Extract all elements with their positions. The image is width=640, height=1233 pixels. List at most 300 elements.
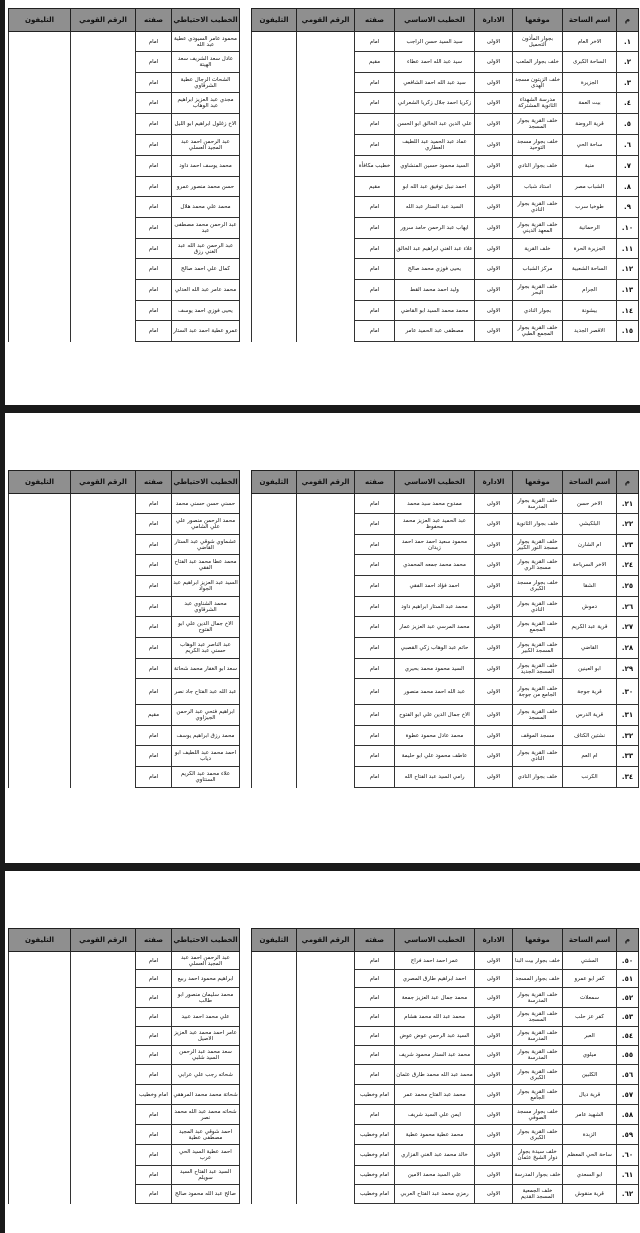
cell-phone2 bbox=[9, 555, 71, 576]
cell-mobile2 bbox=[71, 156, 136, 177]
cell-num: ٥٩. bbox=[617, 1125, 639, 1145]
cell-backup-preacher: محمد الشناوي عبد الشرقاوي bbox=[172, 597, 240, 617]
header-phone2: التليفون bbox=[9, 9, 71, 32]
cell-capacity: امام bbox=[355, 1105, 395, 1125]
cell-backup-preacher: عبد الله عبد الفتاح جاد نصر bbox=[172, 679, 240, 705]
cell-mobile2 bbox=[71, 514, 136, 535]
cell-phone2 bbox=[9, 1085, 71, 1105]
cell-location: الاقصر الجديد bbox=[563, 321, 617, 342]
cell-backup-preacher: ابراهيم فتحي عبد الرحمن الجيزاوي bbox=[172, 705, 240, 726]
cell-phone bbox=[252, 114, 297, 135]
cell-capacity: امام bbox=[355, 218, 395, 239]
cell-main-preacher: محمد عطية محمود عطية bbox=[395, 1125, 475, 1145]
cell-admin: الاولى bbox=[475, 970, 513, 988]
cell-mobile bbox=[297, 156, 355, 177]
cell-main-preacher: محمد محمد السيد ابو القاضي bbox=[395, 301, 475, 321]
table-row bbox=[9, 239, 639, 259]
header-mobile2: الرقم القومي bbox=[71, 9, 136, 32]
cell-admin: الاولى bbox=[475, 535, 513, 555]
cell-phone bbox=[252, 73, 297, 93]
cell-phone bbox=[252, 767, 297, 788]
cell-capacity: امام وخطيب bbox=[355, 1125, 395, 1145]
cell-capacity2: امام bbox=[136, 1065, 172, 1085]
cell-main-preacher: زكريا احمد جلال زكريا الشعراني bbox=[395, 93, 475, 114]
cell-mobile2 bbox=[71, 52, 136, 73]
cell-phone bbox=[252, 32, 297, 52]
cell-main-preacher: السيد محمود محمد بحيري bbox=[395, 659, 475, 679]
cell-mobile2 bbox=[71, 1185, 136, 1204]
page-3 bbox=[0, 871, 640, 1233]
column-gap bbox=[240, 321, 252, 342]
header-row bbox=[9, 929, 639, 952]
cell-capacity2: امام وخطيب bbox=[136, 1085, 172, 1105]
table-row bbox=[9, 1085, 639, 1105]
cell-num: ٣١. bbox=[617, 705, 639, 726]
table-row bbox=[9, 1046, 639, 1065]
cell-num: ٣٢. bbox=[617, 726, 639, 746]
cell-location: قرية الروضة bbox=[563, 114, 617, 135]
cell-capacity2: امام bbox=[136, 659, 172, 679]
cell-capacity: امام bbox=[355, 576, 395, 597]
cell-district: خلف بجوار مسجد الكبرى bbox=[513, 576, 563, 597]
cell-phone2 bbox=[9, 679, 71, 705]
cell-capacity: امام bbox=[355, 746, 395, 767]
table-row bbox=[9, 177, 639, 197]
column-gap bbox=[240, 177, 252, 197]
cell-district: بجوار النادي bbox=[513, 301, 563, 321]
cell-mobile bbox=[297, 726, 355, 746]
cell-backup-preacher: السيد عبد العزيز ابراهيم عبد الجواد bbox=[172, 576, 240, 597]
cell-mobile2 bbox=[71, 679, 136, 705]
cell-location: ام العم bbox=[563, 746, 617, 767]
cell-capacity2: امام bbox=[136, 617, 172, 638]
cell-main-preacher: محمد عادل محمود عطوة bbox=[395, 726, 475, 746]
cell-backup-preacher: محمد رزق ابراهيم يوسف bbox=[172, 726, 240, 746]
cell-district: خلف القرية bbox=[513, 239, 563, 259]
cell-num: ٢. bbox=[617, 52, 639, 73]
header-phone: التليفون bbox=[252, 9, 297, 32]
cell-mobile2 bbox=[71, 239, 136, 259]
cell-capacity2: مقيم bbox=[136, 705, 172, 726]
column-gap bbox=[240, 259, 252, 280]
cell-district: خلف القرية بجوار النادي bbox=[513, 746, 563, 767]
cell-capacity: امام bbox=[355, 705, 395, 726]
column-gap bbox=[240, 638, 252, 659]
cell-admin: الاولى bbox=[475, 1046, 513, 1065]
cell-mobile2 bbox=[71, 1145, 136, 1166]
cell-phone2 bbox=[9, 52, 71, 73]
cell-district: مسجد الموقف bbox=[513, 726, 563, 746]
column-gap bbox=[240, 239, 252, 259]
cell-capacity: امام bbox=[355, 259, 395, 280]
cell-phone2 bbox=[9, 1166, 71, 1185]
cell-mobile bbox=[297, 177, 355, 197]
cell-mobile bbox=[297, 73, 355, 93]
cell-phone2 bbox=[9, 321, 71, 342]
cell-mobile bbox=[297, 988, 355, 1008]
column-gap bbox=[240, 73, 252, 93]
cell-mobile bbox=[297, 705, 355, 726]
cell-capacity: امام bbox=[355, 32, 395, 52]
cell-mobile2 bbox=[71, 197, 136, 218]
column-gap bbox=[240, 1065, 252, 1085]
cell-main-preacher: خالد محمد عبد الغني الفزاري bbox=[395, 1145, 475, 1166]
column-gap bbox=[240, 746, 252, 767]
cell-admin: الاولى bbox=[475, 514, 513, 535]
cell-capacity2: امام bbox=[136, 514, 172, 535]
cell-mobile2 bbox=[71, 218, 136, 239]
cell-num: ٢٢. bbox=[617, 514, 639, 535]
cell-admin: الاولى bbox=[475, 767, 513, 788]
cell-mobile2 bbox=[71, 535, 136, 555]
cell-district: خلف القرية بجوار المجمع الطبي bbox=[513, 321, 563, 342]
cell-mobile2 bbox=[71, 576, 136, 597]
table-row bbox=[9, 156, 639, 177]
cell-location: القاضي bbox=[563, 638, 617, 659]
cell-backup-preacher: عبد الناصر عبد الوهاب حسني عبد الكريم bbox=[172, 638, 240, 659]
cell-phone bbox=[252, 1027, 297, 1046]
table-row bbox=[9, 93, 639, 114]
cell-mobile bbox=[297, 301, 355, 321]
cell-location: البلكيشي bbox=[563, 514, 617, 535]
cell-capacity2: امام bbox=[136, 218, 172, 239]
cell-capacity: امام bbox=[355, 514, 395, 535]
table-row bbox=[9, 321, 639, 342]
table-row bbox=[9, 726, 639, 746]
cell-num: ٥٥. bbox=[617, 1046, 639, 1065]
cell-main-preacher: محمد عبد الله محمد هشام bbox=[395, 1008, 475, 1027]
table-row bbox=[9, 494, 639, 514]
cell-capacity2: امام bbox=[136, 239, 172, 259]
cell-phone2 bbox=[9, 659, 71, 679]
cell-phone bbox=[252, 988, 297, 1008]
cell-capacity2: امام bbox=[136, 679, 172, 705]
header-admin: الادارة bbox=[475, 929, 513, 952]
cell-location: الساحة الكبرى bbox=[563, 52, 617, 73]
cell-main-preacher: عماد عبد الحميد عبد اللطيف العطاري bbox=[395, 135, 475, 156]
cell-capacity2: امام bbox=[136, 576, 172, 597]
table-row bbox=[9, 988, 639, 1008]
column-gap bbox=[240, 197, 252, 218]
cell-backup-preacher: شحاتة محمد محمد المرهقي bbox=[172, 1085, 240, 1105]
cell-backup-preacher: السيد عبد الفتاح السيد سويلم bbox=[172, 1166, 240, 1185]
cell-admin: الاولى bbox=[475, 679, 513, 705]
cell-phone bbox=[252, 514, 297, 535]
cell-phone bbox=[252, 1105, 297, 1125]
cell-capacity: امام bbox=[355, 1065, 395, 1085]
cell-num: ٣٣. bbox=[617, 746, 639, 767]
table-row bbox=[9, 1125, 639, 1145]
cell-main-preacher: حاتم عبد الوهاب زكي القصبي bbox=[395, 638, 475, 659]
cell-location: الشباب مصر bbox=[563, 177, 617, 197]
cell-num: ٢٧. bbox=[617, 617, 639, 638]
cell-capacity2: امام bbox=[136, 32, 172, 52]
column-gap bbox=[240, 617, 252, 638]
cell-location: الكلبين bbox=[563, 1065, 617, 1085]
cell-num: ٦٠. bbox=[617, 1145, 639, 1166]
cell-backup-preacher: عبد الرحمن احمد عبد المجيد العسلي bbox=[172, 135, 240, 156]
cell-admin: الاولى bbox=[475, 73, 513, 93]
table-row bbox=[9, 1008, 639, 1027]
cell-phone bbox=[252, 726, 297, 746]
header-capacity: صفته bbox=[355, 471, 395, 494]
cell-num: ١٥. bbox=[617, 321, 639, 342]
cell-backup-preacher: الاخ جمال الدين علي ابو الفتوح bbox=[172, 617, 240, 638]
header-mobile: الرقم القومي bbox=[297, 9, 355, 32]
cell-admin: الاولى bbox=[475, 280, 513, 301]
cell-backup-preacher: عبد الرحمن احمد عبد المجيد العسلي bbox=[172, 952, 240, 970]
cell-capacity2: امام bbox=[136, 114, 172, 135]
column-gap bbox=[240, 1008, 252, 1027]
cell-location: طوخيا سرب bbox=[563, 197, 617, 218]
page-2 bbox=[0, 413, 640, 863]
cell-backup-preacher: الشحات الرجال عطية الشرقاوي bbox=[172, 73, 240, 93]
table-row bbox=[9, 114, 639, 135]
cell-phone2 bbox=[9, 767, 71, 788]
cell-capacity2: امام bbox=[136, 494, 172, 514]
header-backup-preacher: الخطيب الاحتياطي bbox=[172, 9, 240, 32]
cell-mobile bbox=[297, 218, 355, 239]
cell-num: ١. bbox=[617, 32, 639, 52]
cell-capacity2: امام bbox=[136, 177, 172, 197]
cell-location: الجزيرة الحرة bbox=[563, 239, 617, 259]
column-gap bbox=[240, 1145, 252, 1166]
page-separator bbox=[0, 863, 640, 871]
cell-main-preacher: الاخ جمال الدين علي ابو الفتوح bbox=[395, 705, 475, 726]
cell-admin: الاولى bbox=[475, 156, 513, 177]
table-row bbox=[9, 259, 639, 280]
table-row bbox=[9, 514, 639, 535]
cell-backup-preacher: محمد سليمان منصور ابو طالب bbox=[172, 988, 240, 1008]
cell-location: قرية جوجة bbox=[563, 679, 617, 705]
cell-admin: الاولى bbox=[475, 705, 513, 726]
column-gap bbox=[240, 1085, 252, 1105]
cell-capacity2: امام bbox=[136, 1145, 172, 1166]
cell-location: قرية عبد الكريم bbox=[563, 617, 617, 638]
cell-main-preacher: احمد ابراهيم طارق المصري bbox=[395, 970, 475, 988]
cell-district: خلف القرية بجوار النادي bbox=[513, 197, 563, 218]
cell-backup-preacher: شحاته رجب علي عرابي bbox=[172, 1065, 240, 1085]
cell-num: ٥٤. bbox=[617, 1027, 639, 1046]
cell-phone bbox=[252, 1145, 297, 1166]
column-gap bbox=[240, 218, 252, 239]
table-row bbox=[9, 1145, 639, 1166]
header-num: م bbox=[617, 9, 639, 32]
table-row bbox=[9, 638, 639, 659]
header-row bbox=[9, 9, 639, 32]
cell-mobile2 bbox=[71, 617, 136, 638]
header-mobile: الرقم القومي bbox=[297, 471, 355, 494]
cell-admin: الاولى bbox=[475, 1065, 513, 1085]
cell-capacity: امام bbox=[355, 1027, 395, 1046]
cell-district: خلف القرية بجوار مسجد النور الكبير bbox=[513, 535, 563, 555]
cell-main-preacher: محمد محمد جمعه المحمدي bbox=[395, 555, 475, 576]
cell-backup-preacher: مجدي عبد العزيز ابراهيم عبد الوهاب bbox=[172, 93, 240, 114]
cell-backup-preacher: حسن محمد منصور عمرو bbox=[172, 177, 240, 197]
cell-mobile bbox=[297, 1185, 355, 1204]
cell-capacity2: امام bbox=[136, 952, 172, 970]
cell-district: خلف بجوار المدرسة bbox=[513, 1166, 563, 1185]
column-gap bbox=[240, 32, 252, 52]
cell-capacity: امام bbox=[355, 73, 395, 93]
column-gap bbox=[240, 970, 252, 988]
cell-capacity: امام وخطيب bbox=[355, 1085, 395, 1105]
cell-num: ٢١. bbox=[617, 494, 639, 514]
column-gap bbox=[240, 135, 252, 156]
column-gap bbox=[240, 929, 252, 952]
cell-phone bbox=[252, 259, 297, 280]
table-row bbox=[9, 1185, 639, 1204]
column-gap bbox=[240, 9, 252, 32]
header-backup-preacher: الخطيب الاحتياطي bbox=[172, 471, 240, 494]
cell-phone2 bbox=[9, 32, 71, 52]
cell-capacity2: امام bbox=[136, 767, 172, 788]
cell-num: ٢٩. bbox=[617, 659, 639, 679]
cell-mobile2 bbox=[71, 114, 136, 135]
cell-capacity: امام bbox=[355, 617, 395, 638]
cell-main-preacher: محمد عبد الفتاح محمد عمر bbox=[395, 1085, 475, 1105]
cell-district: خلف سيدة بجوار دوار الشيخ عثمان bbox=[513, 1145, 563, 1166]
header-district: موقعها bbox=[513, 9, 563, 32]
cell-mobile bbox=[297, 1166, 355, 1185]
cell-location: قرية ديال bbox=[563, 1085, 617, 1105]
header-num: م bbox=[617, 929, 639, 952]
cell-main-preacher: السيد عبد الرحمن عوض عوض bbox=[395, 1027, 475, 1046]
cell-district: خلف بجوار الثانوية bbox=[513, 514, 563, 535]
cell-mobile bbox=[297, 1145, 355, 1166]
cell-phone2 bbox=[9, 197, 71, 218]
cell-main-preacher: محمد عبد الله محمد طارق عثمان bbox=[395, 1065, 475, 1085]
cell-main-preacher: ممدوح محمد سيد محمد bbox=[395, 494, 475, 514]
schedule-table-3 bbox=[8, 928, 639, 1204]
cell-mobile2 bbox=[71, 73, 136, 93]
column-gap bbox=[240, 555, 252, 576]
cell-num: ٣٠. bbox=[617, 679, 639, 705]
cell-phone bbox=[252, 177, 297, 197]
cell-num: ٦١. bbox=[617, 1166, 639, 1185]
cell-capacity2: امام bbox=[136, 726, 172, 746]
cell-capacity2: امام bbox=[136, 535, 172, 555]
cell-mobile bbox=[297, 746, 355, 767]
cell-phone2 bbox=[9, 970, 71, 988]
cell-phone2 bbox=[9, 1046, 71, 1065]
cell-mobile2 bbox=[71, 970, 136, 988]
cell-mobile bbox=[297, 638, 355, 659]
cell-district: خلف بجوار النادي bbox=[513, 156, 563, 177]
cell-admin: الاولى bbox=[475, 576, 513, 597]
cell-phone bbox=[252, 576, 297, 597]
cell-district: خلف القرية بجوار المسجد bbox=[513, 1008, 563, 1027]
cell-backup-preacher: محمد يوسف احمد داود bbox=[172, 156, 240, 177]
cell-admin: الاولى bbox=[475, 93, 513, 114]
cell-capacity2: امام bbox=[136, 93, 172, 114]
cell-admin: الاولى bbox=[475, 1105, 513, 1125]
cell-backup-preacher: محمد علي محمد هلال bbox=[172, 197, 240, 218]
cell-mobile2 bbox=[71, 1125, 136, 1145]
column-gap bbox=[240, 952, 252, 970]
column-gap bbox=[240, 1125, 252, 1145]
cell-admin: الاولى bbox=[475, 597, 513, 617]
column-gap bbox=[240, 726, 252, 746]
cell-num: ٦. bbox=[617, 135, 639, 156]
header-row bbox=[9, 471, 639, 494]
cell-main-preacher: محمد عبد الستار محمود شريف bbox=[395, 1046, 475, 1065]
schedule-table-1 bbox=[8, 8, 639, 342]
cell-phone2 bbox=[9, 576, 71, 597]
cell-mobile2 bbox=[71, 988, 136, 1008]
cell-admin: الاولى bbox=[475, 1125, 513, 1145]
cell-mobile2 bbox=[71, 1085, 136, 1105]
cell-backup-preacher: علاء محمد عبد الكريم السنتاوي bbox=[172, 767, 240, 788]
cell-mobile bbox=[297, 280, 355, 301]
cell-phone bbox=[252, 52, 297, 73]
cell-phone2 bbox=[9, 1185, 71, 1204]
cell-backup-preacher: ابراهيم محمود احمد ربيع bbox=[172, 970, 240, 988]
cell-mobile bbox=[297, 239, 355, 259]
column-gap bbox=[240, 114, 252, 135]
cell-main-preacher: محمود سعيد احمد حمد احمد زيدان bbox=[395, 535, 475, 555]
header-main-preacher: الخطيب الاساسي bbox=[395, 9, 475, 32]
cell-capacity2: امام bbox=[136, 73, 172, 93]
cell-num: ٥٠. bbox=[617, 952, 639, 970]
cell-admin: الاولى bbox=[475, 555, 513, 576]
cell-location: قرية الدرس bbox=[563, 705, 617, 726]
header-phone2: التليفون bbox=[9, 929, 71, 952]
cell-mobile bbox=[297, 617, 355, 638]
cell-admin: الاولى bbox=[475, 114, 513, 135]
cell-capacity: امام bbox=[355, 197, 395, 218]
cell-capacity: امام bbox=[355, 1008, 395, 1027]
cell-num: ٥. bbox=[617, 114, 639, 135]
cell-phone bbox=[252, 301, 297, 321]
cell-district: خلف بجوار النادي bbox=[513, 767, 563, 788]
cell-mobile2 bbox=[71, 726, 136, 746]
cell-phone bbox=[252, 1046, 297, 1065]
cell-phone bbox=[252, 1085, 297, 1105]
cell-phone bbox=[252, 321, 297, 342]
cell-mobile2 bbox=[71, 746, 136, 767]
cell-location: ساحة الحي bbox=[563, 135, 617, 156]
cell-admin: الاولى bbox=[475, 1166, 513, 1185]
column-gap bbox=[240, 301, 252, 321]
cell-capacity2: امام bbox=[136, 1166, 172, 1185]
column-gap bbox=[240, 705, 252, 726]
cell-admin: الاولى bbox=[475, 952, 513, 970]
column-gap bbox=[240, 471, 252, 494]
cell-mobile bbox=[297, 93, 355, 114]
cell-num: ١١. bbox=[617, 239, 639, 259]
cell-backup-preacher: الاخ زغلول ابراهيم ابو الليل bbox=[172, 114, 240, 135]
cell-district: خلف القرية بجوار المجمع bbox=[513, 617, 563, 638]
cell-district: خلف بجوار الملعب bbox=[513, 52, 563, 73]
cell-main-preacher: رمزي محمد عبد الفتاح العربي bbox=[395, 1185, 475, 1204]
cell-main-preacher: مصطفى عبد الحميد عامر bbox=[395, 321, 475, 342]
schedule-table-2 bbox=[8, 470, 639, 788]
cell-backup-preacher: محمود عامر السيودي عطية عبد الله bbox=[172, 32, 240, 52]
table-row bbox=[9, 280, 639, 301]
cell-mobile bbox=[297, 259, 355, 280]
cell-mobile2 bbox=[71, 494, 136, 514]
cell-capacity: امام bbox=[355, 555, 395, 576]
cell-capacity2: امام bbox=[136, 638, 172, 659]
cell-main-preacher: عبد الحميد عبد العزيز محمد محفوظ bbox=[395, 514, 475, 535]
table-row bbox=[9, 952, 639, 970]
cell-location: الكرنب bbox=[563, 767, 617, 788]
cell-phone bbox=[252, 239, 297, 259]
cell-location: الشهيد عامر bbox=[563, 1105, 617, 1125]
cell-phone2 bbox=[9, 1065, 71, 1085]
cell-num: ٨. bbox=[617, 177, 639, 197]
